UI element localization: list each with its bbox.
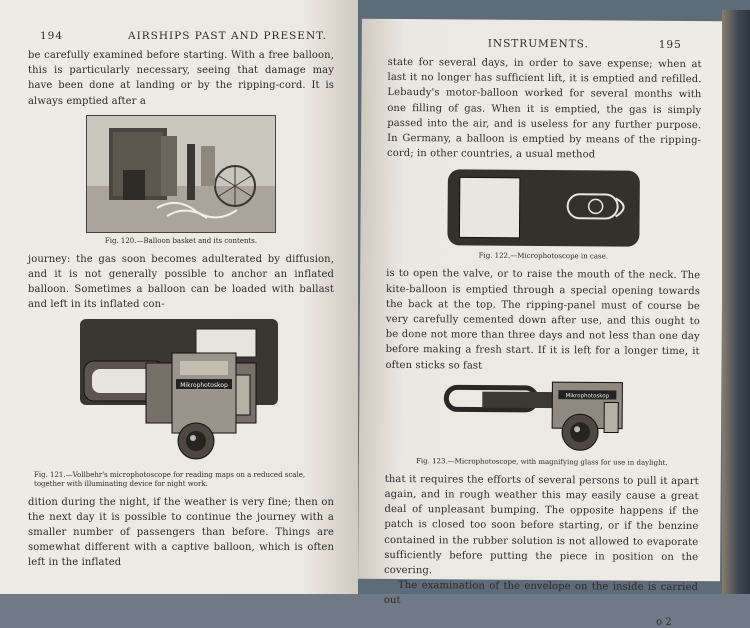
page-number: 194 xyxy=(40,30,64,42)
running-title: AIRSHIPS PAST AND PRESENT. xyxy=(128,30,327,42)
paragraph: dition during the night, if the weather is very fine; then on the next day it is possible to continue the journey with a smaller number of passengers than before. Things are somewhat different with a captive balloon, which is often left in the inflated xyxy=(28,496,334,569)
balloon-basket-photo xyxy=(87,116,275,232)
paragraph: is to open the valve, or to raise the mouth of the neck. The kite-balloon is emptied through a special opening towards the back at the top. The ripping-panel must of course be very carefully cemented down after use, and this ought to be done not more than three days and not less than one day before making a fresh start. If it is left for a longer time, it often sticks so fast xyxy=(385,268,701,372)
microphotoscope-drawing xyxy=(76,317,286,467)
book-cover-edge xyxy=(722,10,750,594)
paragraph: that it requires the efforts of several persons to pull it apart again, and in rough weather this may easily cause a great deal of unpleasant bumping. The opposite happens if the patch is closed too soon before starting, or if the benzine contained in the rubber solution is not allowed to evaporate sufficiently before putting the piece in position on the covering. xyxy=(384,473,699,577)
page-number: 195 xyxy=(658,38,682,51)
figure-121-microphotoscope xyxy=(76,317,286,467)
right-page-header xyxy=(388,37,702,57)
microphotoscope-magnifier-drawing xyxy=(442,379,643,454)
paragraph: journey: the gas soon becomes adulterated by diffusion, and it is not generally possible to anchor an inflated balloon. Sometimes a balloon can be loaded with ballast and left in its inflated con- xyxy=(28,253,334,311)
figure-caption: Fig. 123.—Microphotoscope, with magnifying glass for use in daylight. xyxy=(416,456,668,467)
figure-123-microphotoscope-magnifier xyxy=(442,379,643,454)
left-page-header xyxy=(28,30,334,48)
left-page xyxy=(0,0,358,594)
signature-mark: o 2 xyxy=(656,616,672,628)
running-title: INSTRUMENTS. xyxy=(487,37,589,51)
paragraph: be carefully examined before starting. With a free balloon, this is particularly necessary, seeing that damage may have been done at landing or by the ripping-cord. It is always emptied after a xyxy=(28,50,334,107)
figure-122-microphotoscope-case xyxy=(445,168,642,249)
figure-caption: Fig. 120.—Balloon basket and its contents. xyxy=(104,236,258,245)
device-label: Mikrophotoskop xyxy=(565,393,610,400)
device-label: Mikrophotoskop xyxy=(180,381,228,389)
figure-caption: Fig. 122.—Microphotoscope in case. xyxy=(478,251,609,261)
figure-120-balloon-basket xyxy=(86,115,276,233)
paragraph: The examination of the envelope on the inside is carried out xyxy=(383,580,699,607)
right-page xyxy=(358,19,724,628)
figure-caption: Fig. 121.—Vollbehr's microphotoscope for reading maps on a reduced scale, together with illuminating device for night work. xyxy=(34,470,306,488)
microphotoscope-case-drawing xyxy=(445,168,642,249)
paragraph: state for several days, in order to save expense; when at last it no longer has sufficient lift, it is emptied and refilled. Lebaudy's motor-balloon worked for several months with one filling of gas. When it is emptied, the gas is simply passed into the air, and is useless for any further purpose. In Germany, a balloon is emptied by means of the ripping-cord; in other countries, a usual method xyxy=(386,56,702,161)
